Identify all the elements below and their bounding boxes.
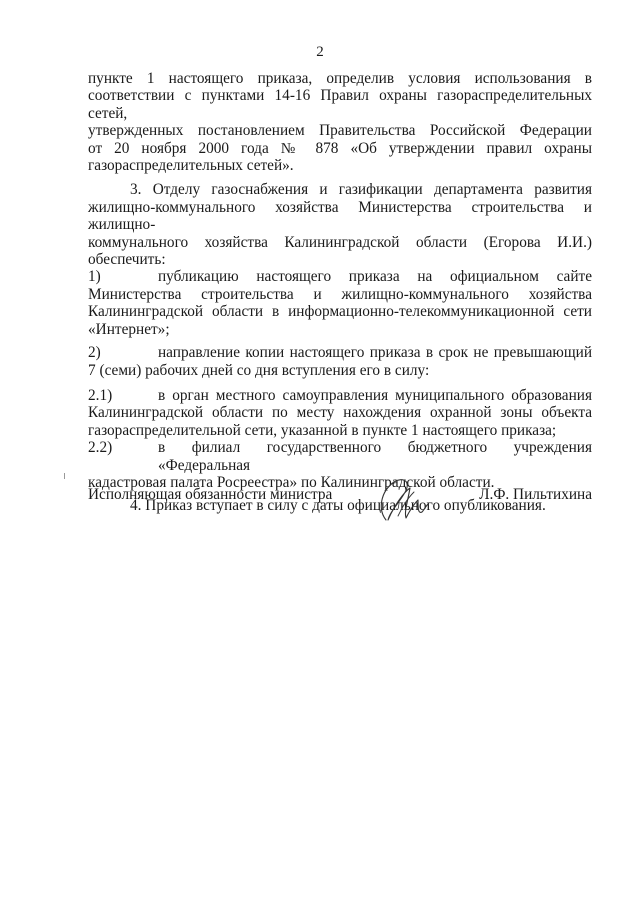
list-item-1 — [88, 268, 592, 338]
text-line: кадастровая палата Росреестра» по Калининградской области. — [88, 473, 495, 491]
text-line: 3. Отделу газоснабжения и газификации департамента развития — [130, 181, 592, 199]
signature-block — [88, 486, 592, 546]
item-number: 2.2) — [88, 439, 113, 457]
text-line: в филиал государственного бюджетного учреждения «Федеральная — [158, 439, 592, 474]
signatory-name: Л.Ф. Пильтихина — [479, 486, 592, 503]
item-number: 2) — [88, 344, 101, 362]
text-line: публикацию настоящего приказа на официальном сайте — [158, 268, 592, 286]
text-line: от 20 ноября 2000 года № 878 «Об утверждении правил охраны — [88, 139, 592, 157]
text-line: 7 (семи) рабочих дней со дня вступления его в силу: — [88, 361, 430, 379]
scan-mark — [64, 473, 65, 479]
text-line: в орган местного самоуправления муниципального образования — [158, 386, 592, 404]
text-line: Министерства строительства и жилищно-коммунального хозяйства — [88, 285, 592, 303]
page-number: 2 — [316, 44, 324, 60]
text-line: «Интернет»; — [88, 320, 170, 338]
text-line: обеспечить: — [88, 251, 166, 269]
paragraph-3 — [88, 181, 592, 268]
text-line: коммунального хозяйства Калининградской области (Егорова И.И.) — [88, 233, 592, 251]
item-number: 1) — [88, 268, 101, 286]
document-body — [88, 70, 592, 515]
text-line: пункте 1 настоящего приказа, определив условия использования в — [88, 70, 592, 87]
text-line: газораспределительных сетей». — [88, 157, 294, 175]
text-line: соответствии с пунктами 14-16 Правил охраны газораспределительных сетей, — [88, 87, 592, 122]
list-item-2-1 — [88, 387, 592, 439]
text-line: утвержденных постановлением Правительства Российской Федерации — [88, 122, 592, 140]
text-line: Калининградской области по месту нахождения охранной зоны объекта — [88, 404, 592, 422]
signatory-title: Исполняющая обязанности министра — [88, 486, 333, 503]
handwritten-signature — [364, 470, 444, 534]
list-item-2-2 — [88, 439, 592, 491]
text-line: Калининградской области в информационно-телекоммуникационной сети — [88, 303, 592, 321]
paragraph-continuation — [88, 70, 592, 174]
item-number: 2.1) — [88, 386, 113, 404]
text-line: направление копии настоящего приказа в срок не превышающий — [158, 344, 592, 362]
text-line: газораспределительной сети, указанной в пункте 1 настоящего приказа; — [88, 421, 557, 439]
text-line: жилищно-коммунального хозяйства Министерства строительства и жилищно- — [88, 198, 592, 234]
list-item-2 — [88, 344, 592, 379]
text-line: 4. Приказ вступает в силу с даты официального опубликования. — [130, 497, 546, 515]
